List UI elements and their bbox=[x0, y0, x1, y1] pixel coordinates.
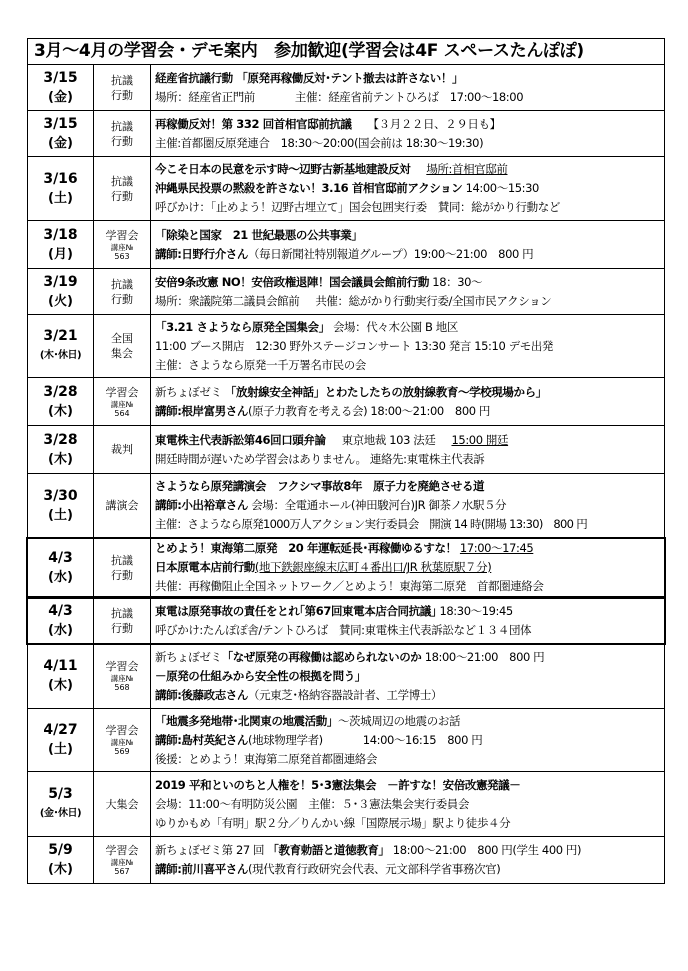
event-time: 18:00～21:00 800 円(学生 400 円) bbox=[392, 843, 582, 857]
event-note: 開廷時間が遅いため学習会はありません。 連絡先:東電株主代表訴 bbox=[155, 451, 485, 466]
date-cell bbox=[28, 269, 94, 314]
event-type: 学習会 bbox=[105, 385, 139, 399]
event-type: 行動 bbox=[111, 189, 133, 203]
event-type: 抗議 bbox=[111, 607, 133, 620]
event-day: (土) bbox=[48, 742, 73, 757]
event-type: 行動 bbox=[111, 134, 133, 148]
details-cell bbox=[151, 378, 664, 425]
event-day: (土) bbox=[48, 507, 73, 523]
event-schedule-sheet bbox=[27, 38, 665, 884]
event-title: 2019 平和といのちと人権を！5･3憲法集会 －許すな！安倍改憲発議－ bbox=[155, 777, 521, 792]
event-speaker: 講師:後藤政志さん bbox=[155, 687, 248, 702]
event-time: (原子力教育を考える会) 18:00～21:00 800 円 bbox=[248, 403, 491, 418]
event-title: 「地震多発地帯･北関東の地震活動」 bbox=[155, 713, 338, 728]
details-cell bbox=[151, 65, 664, 110]
details-cell bbox=[151, 539, 664, 596]
event-type: 抗議 bbox=[111, 174, 133, 188]
course-label: 講座№ bbox=[110, 242, 134, 252]
event-day: (金) bbox=[48, 135, 73, 151]
event-date: 3/15 bbox=[43, 69, 78, 86]
event-subtitle: 沖縄県民投票の黙殺を許さない！3.16 首相官邸前アクション bbox=[155, 181, 463, 195]
event-title: 東電株主代表訴訟第46回口頭弁論 bbox=[155, 432, 326, 447]
event-title: 「3.21 さようなら原発全国集会」 bbox=[155, 319, 330, 334]
event-venue: 場所：経産省正門前 bbox=[155, 89, 255, 104]
event-time: 15:00 開廷 bbox=[451, 432, 509, 447]
event-speaker-affiliation: (地球物理学者) bbox=[248, 732, 323, 747]
event-time: 14:00～15:30 bbox=[465, 181, 539, 195]
event-row bbox=[28, 772, 664, 837]
event-speaker: 講師:小出裕章さん bbox=[155, 498, 248, 512]
event-row bbox=[28, 315, 664, 378]
event-date: 4/27 bbox=[43, 722, 78, 738]
event-series: 新ちょぼゼミ bbox=[155, 384, 222, 399]
date-cell bbox=[28, 157, 94, 220]
event-day: (月) bbox=[48, 246, 73, 262]
event-date: 3/18 bbox=[43, 226, 78, 243]
type-cell bbox=[94, 709, 151, 771]
event-organizer: 主催：さようなら原発一千万署名市民の会 bbox=[155, 357, 366, 372]
event-subtitle: 日本原電本店前行動 bbox=[155, 560, 255, 574]
event-series: 新ちょぼゼミ bbox=[155, 649, 222, 664]
event-day: (土) bbox=[48, 190, 73, 206]
event-date: 5/3 bbox=[48, 786, 73, 802]
course-number: 564 bbox=[114, 408, 130, 418]
event-date: 3/21 bbox=[43, 328, 78, 344]
event-speaker-affiliation: （元東芝･格納容器設計者、工学博士） bbox=[248, 687, 443, 702]
date-cell bbox=[28, 221, 94, 268]
event-time: 18：30～ bbox=[432, 274, 483, 289]
event-title: 「放射線安全神話」とわたしたちの放射線教育～学校現場から」 bbox=[224, 384, 547, 399]
event-row bbox=[28, 709, 664, 772]
event-day: (金) bbox=[48, 89, 73, 105]
event-date: 4/3 bbox=[48, 603, 73, 619]
event-venue: 東京地裁 103 法廷 bbox=[341, 432, 436, 447]
details-cell bbox=[151, 269, 664, 314]
event-type: 全国 bbox=[111, 332, 133, 345]
details-cell bbox=[151, 772, 664, 836]
course-label: 講座№ bbox=[110, 738, 134, 747]
date-cell bbox=[28, 111, 94, 156]
date-cell bbox=[28, 772, 94, 836]
event-type: 行動 bbox=[111, 622, 133, 635]
type-cell bbox=[94, 65, 151, 110]
type-cell bbox=[94, 644, 151, 708]
event-time: 18:30～19:45 bbox=[439, 604, 513, 618]
details-cell bbox=[151, 315, 664, 377]
event-venue: 会場：代々木公園 B 地区 bbox=[332, 319, 458, 334]
event-day: (木) bbox=[48, 403, 73, 419]
event-title: 東電は原発事故の責任をとれ｢第67回東電本店合同抗議｣ bbox=[155, 604, 437, 618]
event-date: 4/11 bbox=[43, 658, 78, 674]
event-row bbox=[26, 537, 666, 598]
event-organizer: 呼びかけ:たんぽぽ舎/テントひろば 賛同:東電株主代表訴訟など１３４団体 bbox=[155, 623, 532, 637]
event-time: （毎日新聞社特別報道グループ）19:00～21:00 800 円 bbox=[248, 246, 534, 261]
event-date: 3/30 bbox=[43, 487, 78, 504]
type-cell bbox=[94, 426, 151, 473]
course-number: 563 bbox=[114, 251, 130, 261]
event-date: 3/16 bbox=[43, 170, 78, 187]
course-number: 567 bbox=[114, 867, 130, 876]
date-cell bbox=[28, 378, 94, 425]
date-cell bbox=[28, 474, 94, 537]
event-row bbox=[28, 837, 664, 883]
event-day: (水) bbox=[48, 569, 73, 585]
event-date: 3/19 bbox=[43, 273, 78, 290]
event-title: さようなら原発講演会 フクシマ事故8年 原子力を廃絶させる道 bbox=[155, 479, 485, 493]
event-venue: (地下鉄銀座線末広町４番出口/JR 秋葉原駅７分) bbox=[254, 560, 492, 574]
date-cell bbox=[28, 539, 94, 596]
type-cell bbox=[94, 378, 151, 425]
event-speaker: 講師:前川喜平さん bbox=[155, 862, 248, 876]
course-number: 568 bbox=[114, 683, 130, 692]
date-cell bbox=[28, 65, 94, 110]
event-row bbox=[28, 111, 664, 157]
type-cell bbox=[94, 269, 151, 314]
type-cell bbox=[94, 474, 151, 537]
event-title: 安倍9条改憲 NO！安倍政権退陣！国会議員会館前行動 bbox=[155, 274, 430, 289]
event-date: 5/9 bbox=[48, 842, 73, 858]
event-type: 行動 bbox=[111, 88, 133, 102]
event-title: 今こそ日本の民意を示す時～辺野古新基地建設反対 bbox=[155, 162, 411, 176]
event-time: 14:00～16:15 800 円 bbox=[362, 732, 483, 747]
event-type: 抗議 bbox=[111, 553, 133, 567]
type-cell bbox=[94, 599, 151, 643]
event-type: 抗議 bbox=[111, 73, 133, 87]
details-cell bbox=[151, 837, 664, 883]
event-title: 経産省抗議行動 「原発再稼働反対･テント撤去は許さない！」 bbox=[155, 70, 464, 85]
event-title: 「なぜ原発の再稼働は認められないのか bbox=[221, 649, 422, 664]
event-date: 3/15 bbox=[43, 115, 78, 132]
event-organizer: 主催：経産省前テントひろば 17:00～18:00 bbox=[294, 89, 524, 104]
event-type: 集会 bbox=[111, 347, 133, 360]
date-cell bbox=[28, 644, 94, 708]
event-type: 学習会 bbox=[105, 228, 139, 242]
event-type: 行動 bbox=[111, 292, 133, 306]
event-day: (火) bbox=[48, 293, 73, 309]
event-venue: 会場：全電通ホール(神田駿河台)JR 御茶ノ水駅５分 bbox=[251, 498, 507, 512]
details-cell bbox=[151, 599, 664, 643]
event-speaker-affiliation: (現代教育行政研究会代表、元文部科学省事務次官) bbox=[248, 862, 501, 876]
event-type: 学習会 bbox=[105, 660, 139, 673]
event-row bbox=[28, 474, 664, 538]
course-label: 講座№ bbox=[110, 399, 134, 409]
event-day: (木･休日) bbox=[39, 350, 82, 361]
course-label: 講座№ bbox=[110, 674, 134, 683]
event-title: とめよう！東海第二原発 20 年運転延長･再稼働ゆるすな！ bbox=[155, 541, 457, 555]
event-type: 学習会 bbox=[105, 724, 139, 737]
event-subtitle: ～茨城周辺の地震のお話 bbox=[337, 713, 461, 728]
event-type: 裁判 bbox=[111, 443, 133, 456]
event-date: 4/3 bbox=[48, 549, 73, 566]
course-label: 講座№ bbox=[110, 858, 134, 867]
details-cell bbox=[151, 157, 664, 220]
type-cell bbox=[94, 157, 151, 220]
event-time: 17:00～17:45 bbox=[459, 541, 534, 555]
event-type: 講演会 bbox=[105, 499, 139, 512]
event-type: 行動 bbox=[111, 568, 133, 582]
event-organizer: 主催:首都圏反原発連合 18:30～20:00(国会前は 18:30～19:30) bbox=[155, 135, 484, 150]
details-cell bbox=[151, 221, 664, 268]
event-organizer: 主催：さようなら原発1000万人アクション実行委員会 開演 14 時(開場 13:30) 800 円 bbox=[155, 517, 588, 531]
details-cell bbox=[151, 426, 664, 473]
event-organizer: 共催：再稼働阻止全国ネットワーク／とめよう！東海第二原発 首都圏連絡会 bbox=[155, 579, 544, 593]
event-venue: 場所：衆議院第二議員会館前 bbox=[155, 293, 300, 308]
event-speaker: 講師:根岸富男さん bbox=[155, 403, 248, 418]
type-cell bbox=[94, 837, 151, 883]
event-row bbox=[28, 378, 664, 426]
date-cell bbox=[28, 599, 94, 643]
event-subtitle: －原発の仕組みから安全性の根拠を問う」 bbox=[155, 668, 366, 683]
event-day: (木) bbox=[48, 451, 73, 467]
event-day: (金･休日) bbox=[39, 808, 82, 819]
date-cell bbox=[28, 837, 94, 883]
event-title: 「除染と国家 21 世紀最悪の公共事業」 bbox=[155, 227, 363, 242]
event-day: (木) bbox=[48, 862, 73, 877]
event-series: 新ちょぼゼミ第 27 回 bbox=[155, 843, 265, 857]
event-row bbox=[28, 644, 664, 709]
event-access: ゆりかもめ「有明」駅２分／りんかい線「国際展示場」駅より徒歩４分 bbox=[155, 815, 511, 830]
event-row bbox=[28, 221, 664, 269]
event-venue: 会場：11:00～有明防災公園 主催：５･３憲法集会実行委員会 bbox=[155, 796, 469, 811]
event-organizer: 後援：とめよう！東海第二原発首都圏連絡会 bbox=[155, 751, 377, 766]
details-cell bbox=[151, 474, 664, 537]
event-day: (木) bbox=[48, 678, 73, 693]
event-speaker: 講師:島村英紀さん bbox=[155, 732, 248, 747]
type-cell bbox=[94, 539, 151, 596]
event-day: (水) bbox=[48, 623, 73, 638]
type-cell bbox=[94, 221, 151, 268]
type-cell bbox=[94, 315, 151, 377]
event-title: 再稼働反対！第 332 回首相官邸前抗議 bbox=[155, 116, 352, 131]
event-note: 【３月２２日、２９日も】 bbox=[367, 116, 501, 131]
event-organizer: 呼びかけ：「止めよう！辺野古埋立て」国会包囲実行委 賛同：総がかり行動など bbox=[155, 200, 560, 214]
event-time: 18:00～21:00 800 円 bbox=[424, 649, 545, 664]
course-number: 569 bbox=[114, 747, 130, 756]
details-cell bbox=[151, 111, 664, 156]
date-cell bbox=[28, 426, 94, 473]
type-cell bbox=[94, 111, 151, 156]
event-organizer: 共催：総がかり行動実行委/全国市民アクション bbox=[315, 293, 552, 308]
date-cell bbox=[28, 709, 94, 771]
event-speaker: 講師:日野行介さん bbox=[155, 246, 248, 261]
event-row bbox=[28, 426, 664, 474]
event-row bbox=[28, 157, 664, 221]
event-type: 抗議 bbox=[111, 277, 133, 291]
details-cell bbox=[151, 709, 664, 771]
event-date: 3/28 bbox=[43, 431, 78, 448]
event-row bbox=[28, 269, 664, 315]
event-type: 抗議 bbox=[111, 119, 133, 133]
type-cell bbox=[94, 772, 151, 836]
event-type: 学習会 bbox=[105, 844, 139, 857]
event-venue: 場所:首相官邸前 bbox=[426, 162, 508, 176]
details-cell bbox=[151, 644, 664, 708]
event-program: 11:00 ブース開店 12:30 野外ステージコンサート 13:30 発言 15:10 デモ出発 bbox=[155, 338, 554, 353]
event-row bbox=[26, 597, 666, 645]
event-type: 大集会 bbox=[105, 797, 139, 811]
date-cell bbox=[28, 315, 94, 377]
event-title: 「教育勅語と道徳教育」 bbox=[267, 843, 390, 857]
event-date: 3/28 bbox=[43, 383, 78, 400]
event-row bbox=[28, 65, 664, 111]
page-title: 3月～4月の学習会・デモ案内 参加歓迎(学習会は4F スペースたんぽぽ) bbox=[28, 39, 664, 65]
